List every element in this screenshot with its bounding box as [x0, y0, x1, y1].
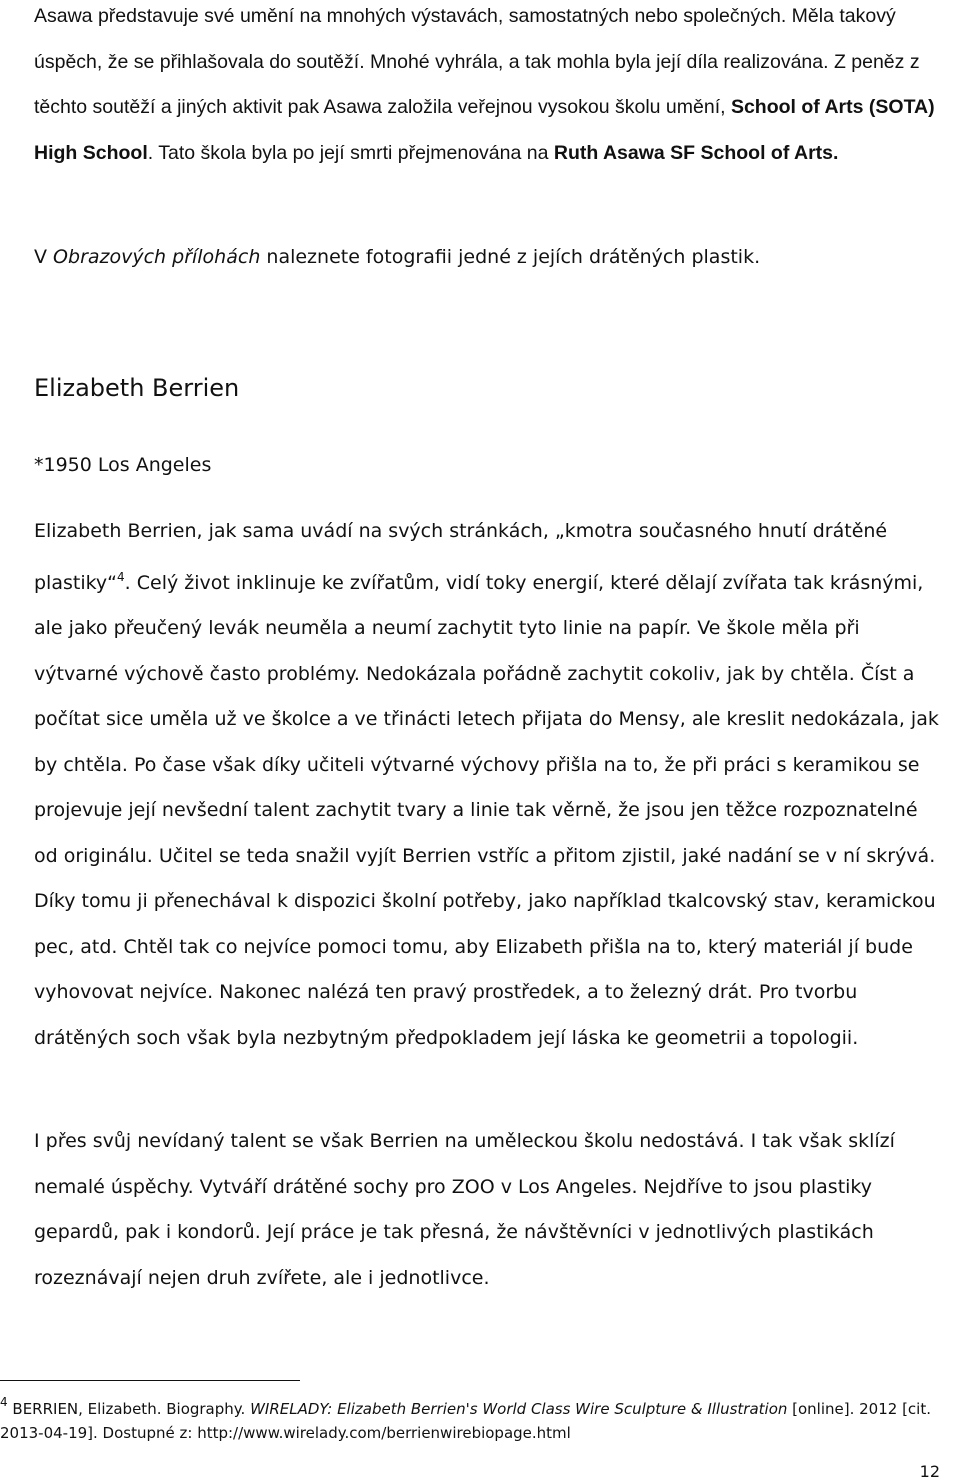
- footnote-reference[interactable]: 4: [117, 569, 125, 584]
- picture-reference-text-2: naleznete fotografii jedné z jejích drátěných plastik.: [260, 246, 761, 268]
- section-heading: Elizabeth Berrien: [34, 374, 240, 402]
- picture-attachments-italic: Obrazových přílohách: [53, 246, 261, 268]
- picture-reference-text-1: V: [34, 246, 54, 268]
- footnote-text-2: [online]. 2012 [cit. 2013-04-19]. Dostupné z: http://www.wirelady.com/berrienwirebiopage.html: [0, 1400, 931, 1442]
- school-name-ruth-asawa: Ruth Asawa SF School of Arts.: [553, 141, 839, 164]
- footnote-number: 4: [0, 1395, 8, 1409]
- school-name-sota: School of Arts (SOTA) High School: [34, 96, 935, 164]
- paragraph-berrien-success: I přes svůj nevídaný talent se však Berrien na uměleckou školu nedostává. I tak však sklízí nemalé úspěchy. Vytváří drátěné sochy pro ZOO v Los Angeles. Nejdříve to jsou plastiky gepardů, pak i kondorů. Její práce je tak přesná, že návštěvníci v jednotlivých plastikách rozeznávají nejen druh zvířete, ale i jednotlivce.: [34, 1130, 895, 1289]
- birth-info: *1950 Los Angeles: [34, 454, 212, 476]
- paragraph-berrien-biography: [34, 509, 944, 1061]
- paragraph-asawa: [34, 0, 944, 176]
- page-number: 12: [919, 1462, 940, 1481]
- biography-text-1: Elizabeth Berrien, jak sama uvádí na svých stránkách, „kmotra současného hnutí drátěné plastiky“: [34, 520, 888, 594]
- footnote-source-title: WIRELADY: Elizabeth Berrien's World Class Wire Sculpture & Illustration: [250, 1400, 788, 1418]
- footnote-text-1: BERRIEN, Elizabeth. Biography.: [7, 1400, 251, 1418]
- paragraph-asawa-text-2: . Tato škola byla po její smrti přejmenována na: [147, 141, 554, 164]
- footnote-divider: [0, 1380, 300, 1381]
- paragraph-picture-reference: [34, 235, 944, 281]
- paragraph-asawa-text-1: Asawa představuje své umění na mnohých výstavách, samostatných nebo společných. Měla takový úspěch, že se přihlašovala do soutěží. Mnohé vyhrála, a tak mohla byla její díla realizována. Z peněz z těchto soutěží a jiných aktivit pak Asawa založila veřejnou vysokou školu umění,: [34, 5, 920, 118]
- footnote: [0, 1390, 950, 1445]
- biography-text-2: . Celý život inklinuje ke zvířatům, vidí toky energií, které dělají zvířata tak krásnými, ale jako přeučený levák neuměla a neumí zachytit tyto linie na papír. Ve škole měla při výtvarné výchově často problémy. Nedokázala pořádně zachytit cokoliv, jak by chtěla. Číst a počítat sice uměla už ve školce a ve třinácti letech přijata do Mensy, ale kreslit nedokázala, jak by chtěla. Po čase však díky učiteli výtvarné výchovy přišla na to, že při práci s keramikou se projevuje její nevšední talent zachytit tvary a linie tak věrně, že jsou jen těžce rozpoznatelné od originálu. Učitel se teda snažil vyjít Berrien vstříc a přitom zjistil, jaké nadání se v ní skrývá. Díky tomu ji přenechával k dispozici školní potřeby, jako například tkalcovský stav, keramickou pec, atd. Chtěl tak co nejvíce pomoci tomu, aby Elizabeth přišla na to, který materiál jí bude vyhovovat nejvíce. Nakonec nalézá ten pravý prostředek, a to železný drát. Pro tvorbu drátěných soch však byla nezbytným předpokladem její láska ke geometrii a topologii.: [34, 571, 939, 1049]
